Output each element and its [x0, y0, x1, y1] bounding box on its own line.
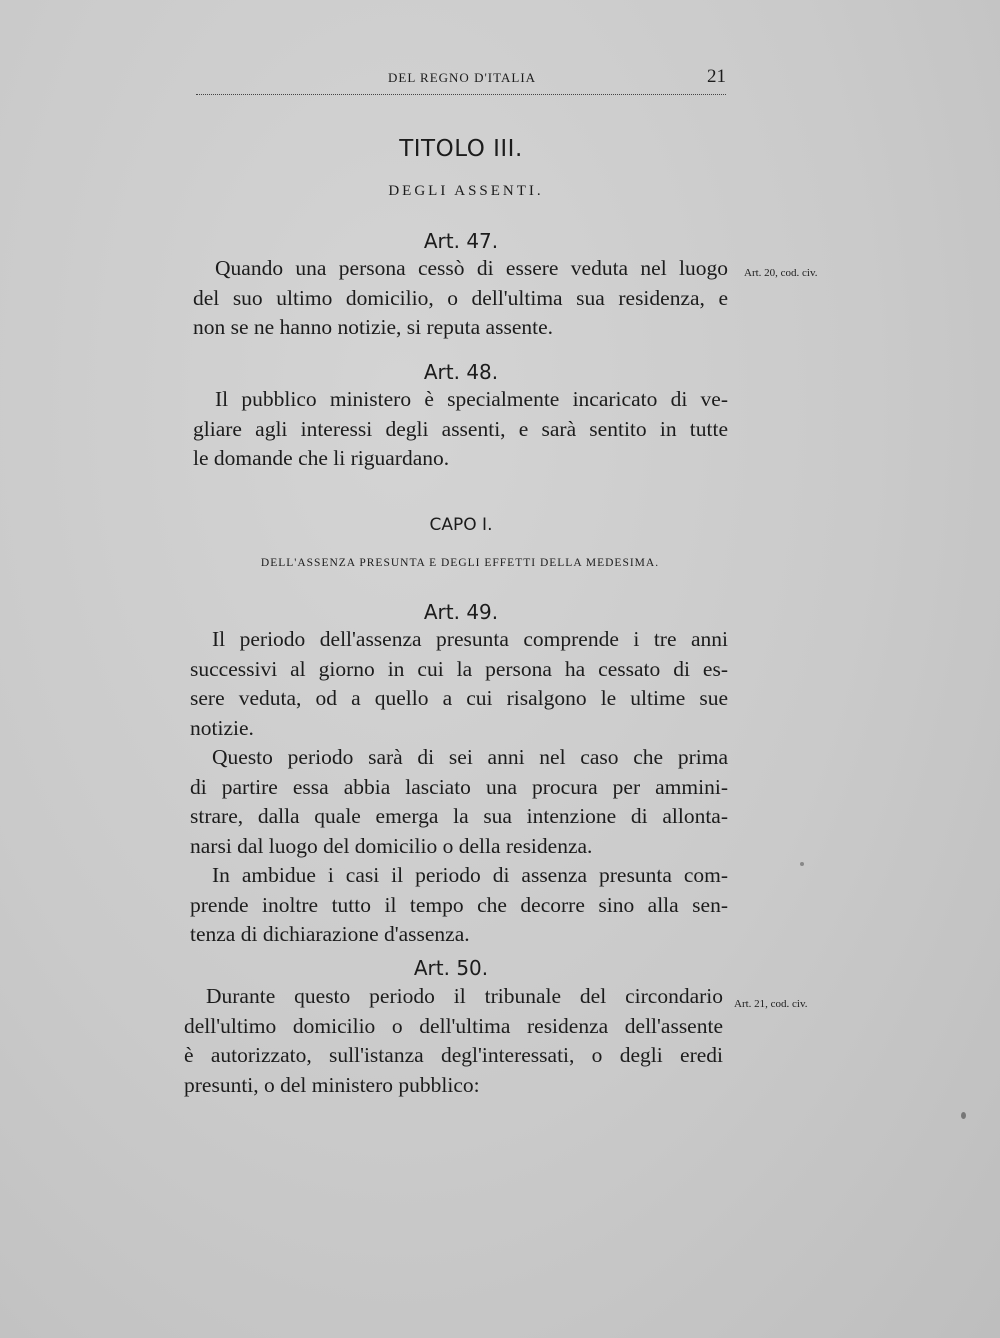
text-line: strare, dalla quale emerga la sua intenzione di allonta-	[190, 804, 728, 828]
text-line: Il periodo dell'assenza presunta comprende i tre anni	[212, 627, 728, 651]
text-line: tenza di dichiarazione d'assenza.	[190, 922, 470, 946]
text-line: del suo ultimo domicilio, o dell'ultima sua residenza, e	[193, 285, 728, 310]
art-50-margin-note: Art. 21, cod. civ.	[734, 998, 808, 1010]
text-line: successivi al giorno in cui la persona ha cessato di es-	[190, 656, 728, 681]
scan-speck	[961, 1112, 966, 1119]
art-50-text	[184, 982, 723, 1100]
text-line: Questo periodo sarà di sei anni nel caso che prima	[212, 745, 728, 769]
text-line: presunti, o del ministero pubblico:	[184, 1072, 480, 1097]
text-line: di partire essa abbia lasciato una procura per ammini-	[190, 774, 728, 799]
text-line: dell'ultimo domicilio o dell'ultima residenza dell'assente	[184, 1013, 723, 1038]
text-line: Il pubblico ministero è specialmente incaricato di ve-	[215, 387, 728, 411]
text-line: In ambidue i casi il periodo di assenza presunta com-	[212, 863, 728, 887]
part-subtitle: DEGLI ASSENTI.	[388, 183, 544, 199]
art-47-text	[193, 254, 728, 343]
art-49-heading: Art. 49.	[423, 600, 499, 624]
chapter-subtitle: DELL'ASSENZA PRESUNTA E DEGLI EFFETTI DELLA MEDESIMA.	[260, 557, 660, 569]
chapter-title: CAPO I.	[429, 515, 493, 535]
text-line: le domande che li riguardano.	[193, 446, 450, 470]
scan-speck	[800, 862, 804, 866]
text-line: gliare agli interessi degli assenti, e sarà sentito in tutte	[193, 416, 728, 441]
text-line: prende inoltre tutto il tempo che decorre sino alla sen-	[190, 892, 728, 917]
text-line: Durante questo periodo il tribunale del circondario	[206, 984, 723, 1008]
text-line: non se ne hanno notizie, si reputa assente.	[193, 315, 554, 339]
text-line: è autorizzato, sull'istanza degl'interessati, o degli eredi	[184, 1043, 723, 1067]
part-title: TITOLO III.	[399, 136, 523, 162]
text-line: Quando una persona cessò di essere veduta nel luogo	[215, 256, 728, 280]
art-48-heading: Art. 48.	[423, 360, 499, 384]
text-line: narsi dal luogo del domicilio o della residenza.	[190, 833, 593, 858]
art-50-heading: Art. 50.	[413, 956, 489, 980]
page-number: 21	[707, 66, 726, 87]
running-header	[196, 66, 726, 95]
art-47-margin-note: Art. 20, cod. civ.	[744, 267, 818, 279]
art-47-heading: Art. 47.	[423, 229, 499, 253]
running-title: DEL REGNO D'ITALIA	[388, 70, 537, 85]
text-line: sere veduta, od a quello a cui risalgono le ultime sue	[190, 686, 728, 710]
text-line: notizie.	[190, 715, 254, 740]
art-49-text	[190, 625, 728, 950]
art-48-text	[193, 385, 728, 474]
